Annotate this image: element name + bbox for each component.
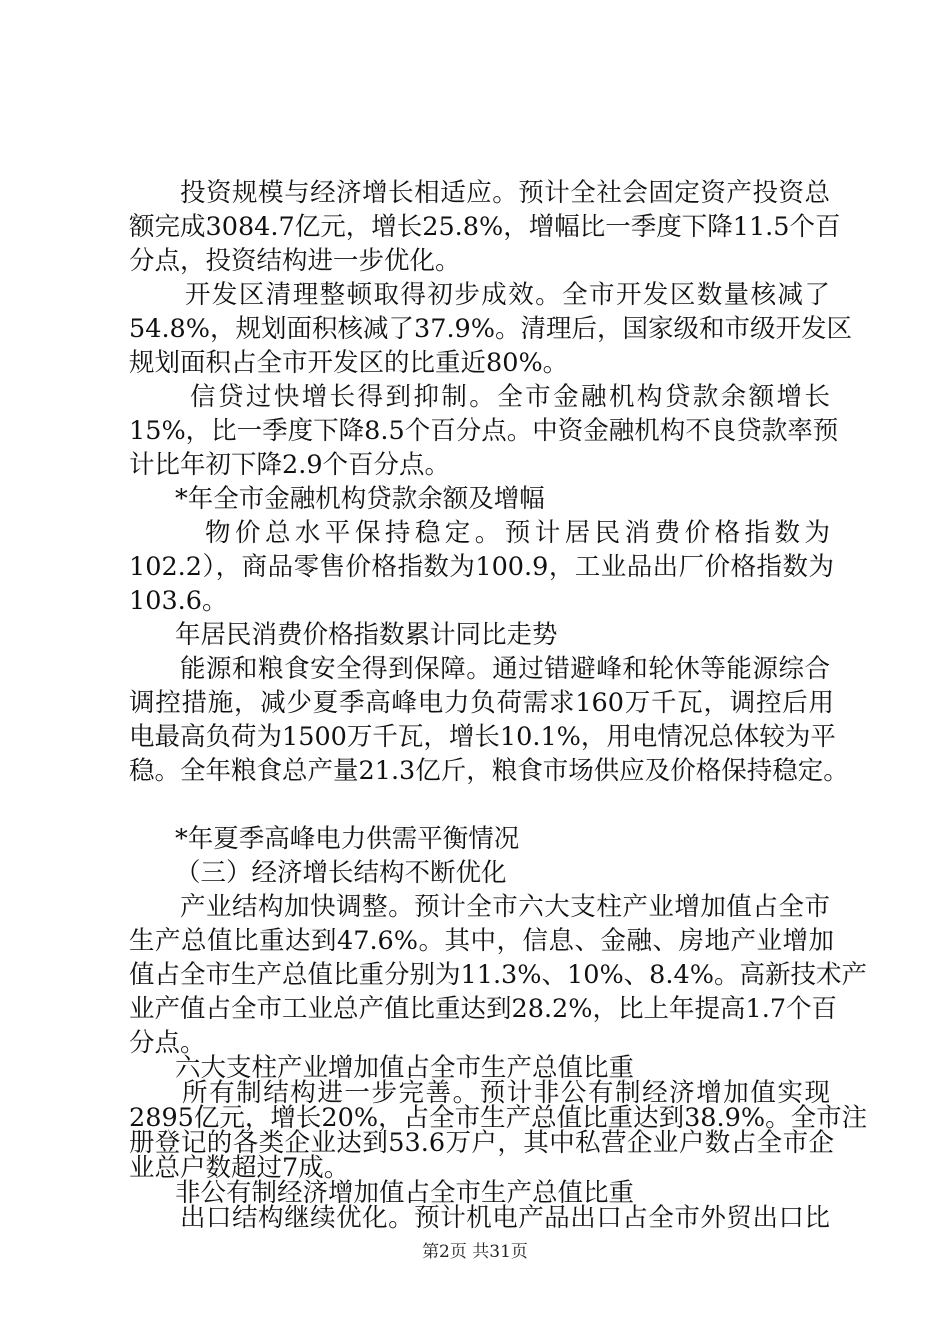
- paragraph-line: 能源和粮食安全得到保障。通过错避峰和轮休等能源综合: [180, 654, 830, 684]
- section-heading: （三）经济增长结构不断优化: [175, 858, 507, 888]
- paragraph-line: 调控措施，减少夏季高峰电力负荷需求160万千瓦，调控后用: [129, 688, 834, 718]
- paragraph-line: 分点，投资结构进一步优化。: [129, 246, 461, 276]
- paragraph-line: 54.8%，规划面积核减了37.9%。清理后，国家级和市级开发区: [129, 314, 853, 344]
- paragraph-line: 分点。: [129, 1028, 206, 1058]
- paragraph-line: 稳。全年粮食总产量21.3亿斤，粮食市场供应及价格保持稳定。: [129, 756, 849, 786]
- paragraph-line: 2895亿元，增长20%，占全市生产总值比重达到38.9%。全市注: [129, 1103, 868, 1133]
- paragraph-line: 业总户数超过7成。: [129, 1153, 350, 1183]
- paragraph-line: 电最高负荷为1500万千瓦，增长10.1%，用电情况总体较为平: [129, 722, 836, 752]
- paragraph-line: 信贷过快增长得到抑制。全市金融机构贷款余额增长: [190, 382, 830, 412]
- paragraph-line: 业产值占全市工业总产值比重达到28.2%，比上年提高1.7个百: [129, 994, 838, 1024]
- paragraph-line: 册登记的各类企业达到53.6万户，其中私营企业户数占全市企: [129, 1128, 834, 1158]
- figure-caption: 非公有制经济增加值占全市生产总值比重: [175, 1178, 635, 1208]
- paragraph-line: 生产总值比重达到47.6%。其中，信息、金融、房地产业增加: [129, 926, 834, 956]
- paragraph-line: 产业结构加快调整。预计全市六大支柱产业增加值占全市: [180, 892, 830, 922]
- paragraph-line: 开发区清理整顿取得初步成效。全市开发区数量核减了: [185, 280, 830, 310]
- paragraph-line: 物价总水平保持稳定。预计居民消费价格指数为: [205, 518, 830, 548]
- figure-caption: *年全市金融机构贷款余额及增幅: [175, 484, 545, 514]
- page-number-footer: 第2页 共31页: [422, 1242, 528, 1262]
- paragraph-line: 规划面积占全市开发区的比重近80%。: [129, 348, 569, 378]
- paragraph-line: 102.2），商品零售价格指数为100.9，工业品出厂价格指数为: [129, 552, 834, 582]
- paragraph-line: 15%，比一季度下降8.5个百分点。中资金融机构不良贷款率预: [129, 416, 839, 446]
- paragraph-line: 投资规模与经济增长相适应。预计全社会固定资产投资总: [180, 178, 830, 208]
- figure-caption: 年居民消费价格指数累计同比走势: [175, 620, 558, 650]
- paragraph-line: 额完成3084.7亿元，增长25.8%，增幅比一季度下降11.5个百: [129, 212, 841, 242]
- paragraph-line: 出口结构继续优化。预计机电产品出口占全市外贸出口比: [180, 1203, 830, 1233]
- paragraph-line: 计比年初下降2.9个百分点。: [129, 450, 451, 480]
- figure-caption: 六大支柱产业增加值占全市生产总值比重: [175, 1053, 635, 1083]
- paragraph-line: 值占全市生产总值比重分别为11.3%、10%、8.4%。高新技术产: [129, 960, 867, 990]
- paragraph-line: 所有制结构进一步完善。预计非公有制经济增加值实现: [182, 1078, 830, 1108]
- paragraph-line: 103.6。: [129, 586, 228, 616]
- figure-caption: *年夏季高峰电力供需平衡情况: [175, 824, 520, 854]
